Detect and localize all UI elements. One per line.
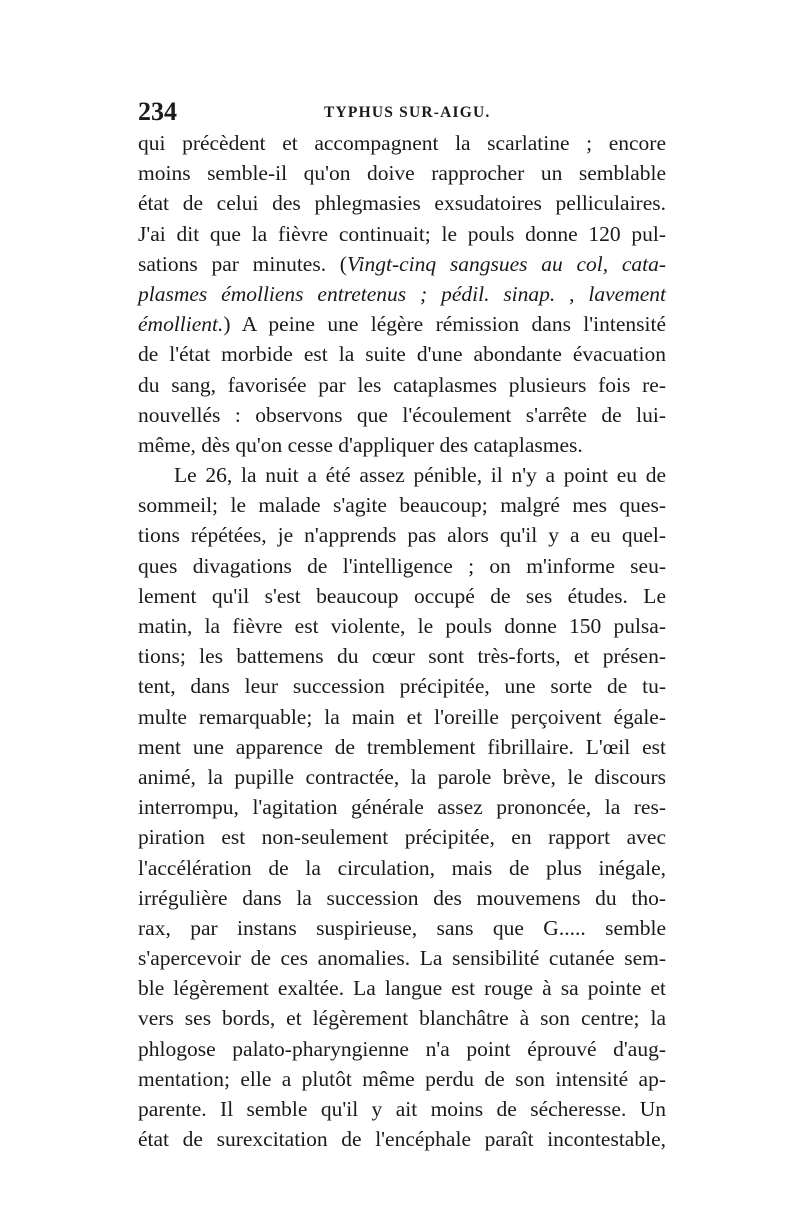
text-line bbox=[138, 249, 666, 279]
text-line bbox=[138, 551, 666, 581]
text-segment: nouvellés : observons que l'écoulement s'arrête de lui- bbox=[138, 402, 666, 427]
text-line bbox=[138, 430, 666, 460]
page-number: 234 bbox=[138, 97, 177, 126]
text-line bbox=[138, 1034, 666, 1064]
text-segment: multe remarquable; la main et l'oreille perçoivent égale- bbox=[138, 704, 666, 729]
text-line bbox=[138, 581, 666, 611]
text-segment: ble légèrement exaltée. La langue est rouge à sa pointe et bbox=[138, 976, 666, 1001]
text-line bbox=[138, 762, 666, 792]
text-line bbox=[138, 188, 666, 218]
text-segment: animé, la pupille contractée, la parole brève, le discours bbox=[138, 764, 666, 789]
text-segment: rax, par instans suspirieuse, sans que G..... semble bbox=[138, 915, 666, 940]
text-segment: interrompu, l'agitation générale assez prononcée, la res- bbox=[138, 795, 666, 820]
text-segment: irrégulière dans la succession des mouvemens du tho- bbox=[138, 885, 666, 910]
text-segment: tent, dans leur succession précipitée, une sorte de tu- bbox=[138, 674, 666, 699]
text-segment: ques divagations de l'intelligence ; on m'informe seu- bbox=[138, 553, 666, 578]
text-segment: J'ai dit que la fièvre continuait; le pouls donne 120 pul- bbox=[138, 221, 666, 246]
text-line bbox=[138, 279, 666, 309]
body-text bbox=[138, 128, 666, 1154]
text-line bbox=[138, 913, 666, 943]
running-head: TYPHUS SUR-AIGU. bbox=[324, 104, 491, 121]
text-line bbox=[138, 883, 666, 913]
text-segment: piration est non-seulement précipitée, en rapport avec bbox=[138, 825, 666, 850]
text-segment: moins semble-il qu'on doive rapprocher un semblable bbox=[138, 161, 666, 186]
text-line bbox=[138, 792, 666, 822]
text-segment: vers ses bords, et légèrement blanchâtre à son centre; la bbox=[138, 1006, 666, 1031]
text-line bbox=[138, 1003, 666, 1033]
text-segment: sommeil; le malade s'agite beaucoup; malgré mes ques- bbox=[138, 493, 666, 518]
text-segment: sations par minutes. ( bbox=[138, 251, 347, 276]
text-line bbox=[138, 1064, 666, 1094]
text-line bbox=[138, 128, 666, 158]
text-line bbox=[138, 339, 666, 369]
text-line bbox=[138, 822, 666, 852]
text-segment: même, dès qu'on cesse d'appliquer des cataplasmes. bbox=[138, 432, 583, 457]
text-segment: état de celui des phlegmasies exsudatoires pelliculaires. bbox=[138, 191, 666, 216]
text-segment: lement qu'il s'est beaucoup occupé de ses études. Le bbox=[138, 583, 666, 608]
text-segment: phlogose palato-pharyngienne n'a point éprouvé d'aug- bbox=[138, 1036, 666, 1061]
text-segment: ment une apparence de tremblement fibrillaire. L'œil est bbox=[138, 734, 666, 759]
text-line bbox=[138, 732, 666, 762]
text-line bbox=[138, 400, 666, 430]
text-segment: l'accélération de la circulation, mais de plus inégale, bbox=[138, 855, 666, 880]
italic-segment: Vingt-cinq sangsues au col, cata- bbox=[346, 251, 666, 276]
text-line bbox=[138, 309, 666, 339]
text-line bbox=[138, 158, 666, 188]
text-line bbox=[138, 671, 666, 701]
text-line bbox=[138, 943, 666, 973]
italic-segment: émollient. bbox=[138, 312, 224, 337]
text-segment: tions; les battemens du cœur sont très-forts, et présen- bbox=[138, 644, 666, 669]
text-line bbox=[138, 973, 666, 1003]
text-line bbox=[138, 490, 666, 520]
text-segment: ) A peine une légère rémission dans l'intensité bbox=[223, 312, 666, 337]
text-segment: tions répétées, je n'apprends pas alors qu'il y a eu quel- bbox=[138, 523, 666, 548]
text-line bbox=[138, 1094, 666, 1124]
text-segment: Le 26, la nuit a été assez pénible, il n'y a point eu de bbox=[174, 463, 666, 488]
text-line bbox=[138, 1124, 666, 1154]
text-line bbox=[138, 853, 666, 883]
text-line bbox=[138, 520, 666, 550]
text-segment: de l'état morbide est la suite d'une abondante évacuation bbox=[138, 342, 666, 367]
text-line bbox=[138, 611, 666, 641]
text-line bbox=[138, 702, 666, 732]
text-segment: matin, la fièvre est violente, le pouls donne 150 pulsa- bbox=[138, 614, 666, 638]
italic-segment: plasmes émolliens entretenus ; pédil. sinap. , lavement bbox=[138, 281, 666, 306]
text-segment: état de surexcitation de l'encéphale paraît incontestable, bbox=[138, 1127, 666, 1152]
page-header bbox=[138, 97, 666, 127]
text-line bbox=[138, 641, 666, 671]
text-segment: du sang, favorisée par les cataplasmes plusieurs fois re- bbox=[138, 372, 666, 397]
text-segment: parente. Il semble qu'il y ait moins de sécheresse. Un bbox=[138, 1097, 666, 1121]
text-segment: mentation; elle a plutôt même perdu de son intensité ap- bbox=[138, 1066, 666, 1091]
text-line bbox=[138, 370, 666, 400]
text-segment: qui précèdent et accompagnent la scarlatine ; encore bbox=[138, 131, 666, 155]
text-line bbox=[138, 460, 666, 490]
text-line bbox=[138, 219, 666, 249]
text-segment: s'apercevoir de ces anomalies. La sensibilité cutanée sem- bbox=[138, 946, 666, 971]
